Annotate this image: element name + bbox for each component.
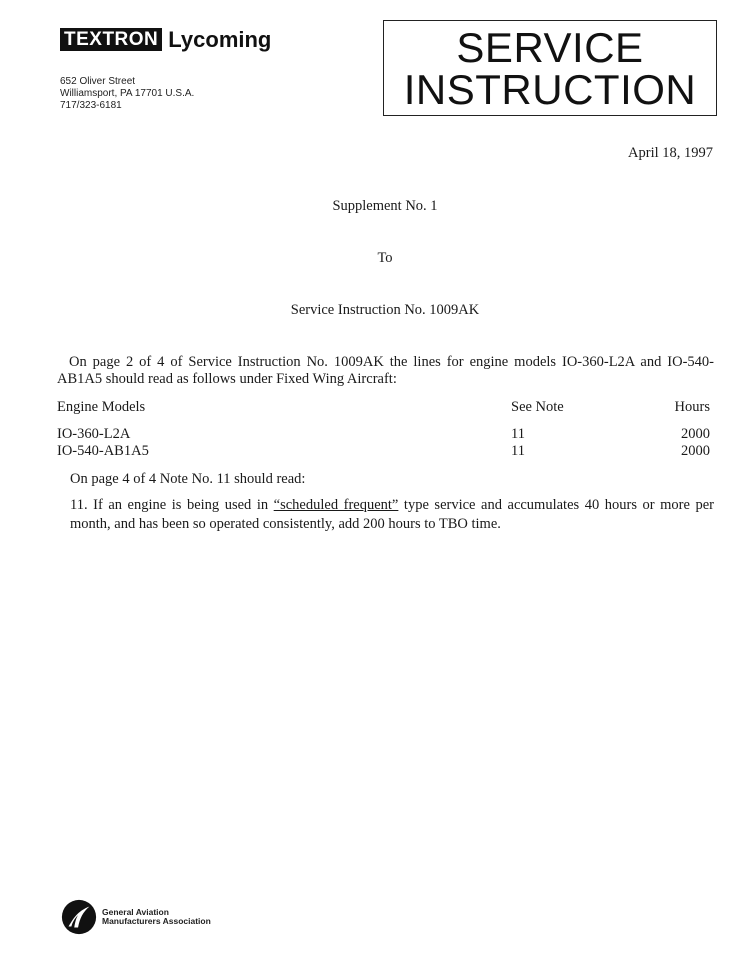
column-header-hours: Hours (674, 399, 710, 415)
textron-lycoming-logo (60, 28, 271, 51)
table-row-2-hours: 2000 (681, 443, 710, 459)
address-line-street: 652 Oliver Street (60, 76, 136, 87)
gama-name-line2: Manufacturers Association (102, 916, 211, 926)
table-row-1-model: IO-360-L2A (57, 426, 131, 442)
supplement-title: Supplement No. 1 (332, 198, 438, 214)
column-header-engine-models: Engine Models (57, 399, 146, 415)
document-type-box (383, 20, 717, 116)
gama-emblem-icon (60, 898, 98, 936)
gama-logo (60, 898, 211, 936)
body-paragraph (57, 354, 714, 388)
note-intro: On page 4 of 4 Note No. 11 should read: (70, 471, 306, 487)
gama-name (102, 908, 211, 927)
textron-logo-box: TEXTRON (60, 28, 162, 51)
address-line-phone: 717/323-6181 (60, 100, 122, 111)
lycoming-logo-word: Lycoming (168, 26, 272, 52)
note-11-underlined-phrase: “scheduled frequent” (273, 497, 399, 513)
document-type-line2: INSTRUCTION (403, 66, 697, 113)
table-row-2-note: 11 (511, 443, 525, 459)
table-row-2-model: IO-540-AB1A5 (57, 443, 149, 459)
table-row-1-note: 11 (511, 426, 525, 442)
company-address (60, 76, 194, 112)
document-type-line1: SERVICE (456, 24, 644, 71)
address-line-city: Williamsport, PA 17701 U.S.A. (60, 88, 195, 99)
document-date: April 18, 1997 (628, 145, 713, 161)
column-header-see-note: See Note (511, 399, 564, 415)
note-11-text (70, 496, 714, 534)
gama-name-line1: General Aviation (102, 906, 169, 917)
note-11-text-after: type service and accumulates 40 hours or more per month, and has been so operated consistently, add 200 hours to TBO time. (70, 497, 714, 532)
body-paragraph-text: On page 2 of 4 of Service Instruction No. 1009AK the lines for engine models IO-360-L2A and IO-540-AB1A5 should read as follows under Fixed Wing Aircraft: (57, 354, 714, 387)
to-line: To (377, 250, 393, 266)
table-row-1-hours: 2000 (681, 426, 710, 442)
note-11-text-before: 11. If an engine is being used in (70, 497, 274, 513)
service-instruction-reference: Service Instruction No. 1009AK (290, 302, 480, 318)
